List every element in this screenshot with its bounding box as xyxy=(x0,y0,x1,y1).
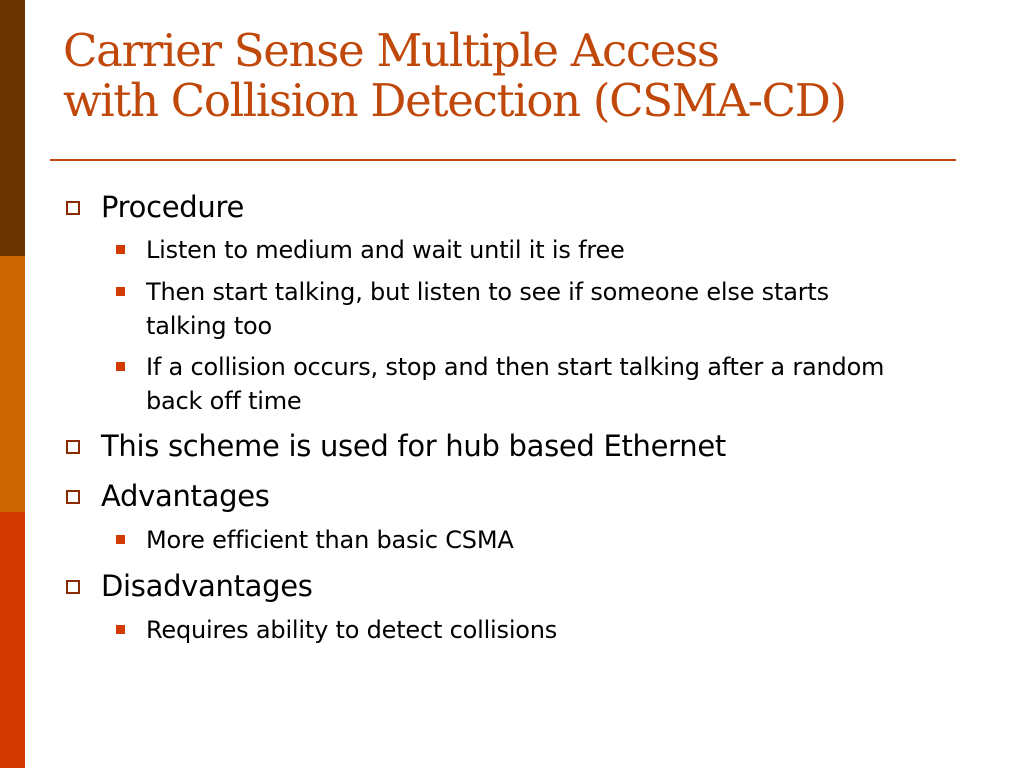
sub-bullet-listen xyxy=(146,233,946,267)
bullet-procedure xyxy=(101,190,244,224)
filled-square-icon xyxy=(116,245,125,254)
sub-bullet-start-talking xyxy=(146,275,916,343)
sub-bullet-collision xyxy=(146,350,946,418)
side-bar-segment-top xyxy=(0,0,25,256)
sub-bullet-text: If a collision occurs, stop and then start talking after a random back off time xyxy=(146,353,885,415)
filled-square-icon xyxy=(116,362,125,371)
sub-bullet-detect xyxy=(146,613,946,647)
hollow-square-icon xyxy=(66,201,80,215)
bullet-advantages xyxy=(101,479,270,513)
sub-bullet-text: Listen to medium and wait until it is free xyxy=(146,236,625,264)
hollow-square-icon xyxy=(66,440,80,454)
bullet-text: Advantages xyxy=(101,479,270,513)
sub-bullet-text: More efficient than basic CSMA xyxy=(146,526,514,554)
hollow-square-icon xyxy=(66,490,80,504)
bullet-text: Procedure xyxy=(101,190,245,224)
title-underline-rule xyxy=(50,159,956,161)
sub-bullet-efficient xyxy=(146,523,946,557)
hollow-square-icon xyxy=(66,580,80,594)
slide-title xyxy=(63,26,846,126)
slide-title-line-1: Carrier Sense Multiple Access xyxy=(63,24,719,77)
side-accent-bar xyxy=(0,0,25,768)
slide-title-line-2: with Collision Detection (CSMA-CD) xyxy=(63,74,846,127)
side-bar-segment-bottom xyxy=(0,512,25,768)
filled-square-icon xyxy=(116,625,125,634)
bullet-disadvantages xyxy=(101,569,313,603)
sub-bullet-text: Then start talking, but listen to see if someone else starts talking too xyxy=(146,278,829,340)
bullet-hub-ethernet xyxy=(101,429,726,463)
filled-square-icon xyxy=(116,535,125,544)
side-bar-segment-middle xyxy=(0,256,25,512)
sub-bullet-text: Requires ability to detect collisions xyxy=(146,616,558,644)
bullet-text: This scheme is used for hub based Ethernet xyxy=(101,429,726,463)
bullet-text: Disadvantages xyxy=(101,569,313,603)
filled-square-icon xyxy=(116,287,125,296)
